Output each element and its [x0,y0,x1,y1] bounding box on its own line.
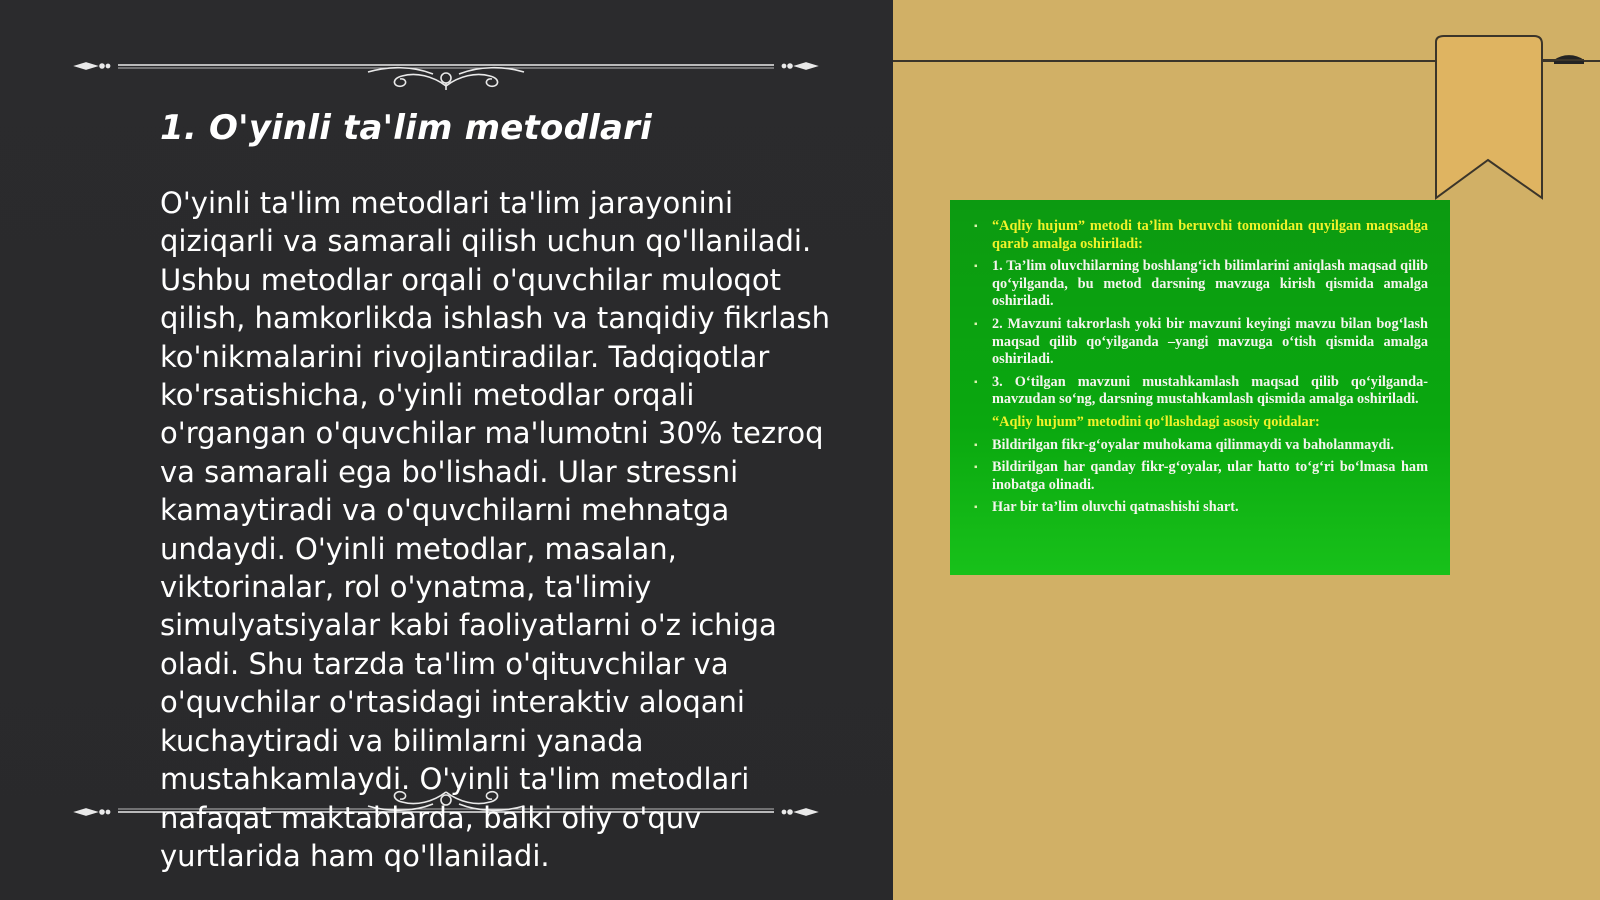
list-item: ▪ 3. O‘tilgan mavzuni mustahkamlash maqsad qilib qo‘yilganda-mavzudan so‘ng, darsning mustahkamlash qismida amalga oshiriladi. [974,373,1428,408]
bookmark-ribbon-icon [1434,34,1586,200]
list-item: ▪ 2. Mavzuni takrorlash yoki bir mavzuni keyingi mavzu bilan bog‘lash maqsad qilib qo‘yilganda –yangi mavzuga o‘tish qismida amalga oshiriladi. [974,315,1428,368]
square-bullet-icon: ▪ [974,318,978,330]
square-bullet-icon: ▪ [974,439,978,451]
square-bullet-icon: ▪ [974,261,978,273]
square-bullet-icon: ▪ [974,462,978,474]
list-item: ▪ Har bir ta’lim oluvchi qatnashishi shart. [974,499,1239,516]
list-item: ▪ 1. Ta’lim oluvchilarning boshlang‘ich bilimlarini aniqlash maqsad qilib qo‘yilganda, bu metod darsning mavzuga kirish qismida amalga oshiriladi. [974,258,1428,310]
list-item: ▪ “Aqliy hujum” metodi ta’lim beruvchi tomonidan quyilgan maqsadga qarab amalga oshiriladi: [974,218,1428,252]
square-bullet-icon: ▪ [974,221,978,232]
slide-title: 1. O'yinli ta'lim metodlari [160,108,652,148]
info-box-list [974,218,1428,517]
slide-body-text: O'yinli ta'lim metodlari ta'lim jarayonini qiziqarli va samarali qilish uchun qo'llaniladi. Ushbu metodlar orqali o'quvchilar muloqot qilish, hamkorlikda ishlash va tanqidiy fikrlash ko'nikmalarini rivojlantiradilar. Tadqiqotlar ko'rsatishicha, o'yinli metodlar orqali o'rgangan o'quvchilar ma'lumotni 30% tezroq va samarali ega bo'lishadi. Ular stressni kamaytiradi va o'quvchilarni mehnatga undaydi. O'yinli metodlar, masalan, viktorinalar, rol o'ynatma, ta'limiy simulyatsiyalar kabi faoliyatlarni o'z ichiga oladi. Shu tarzda ta'lim o'qituvchilar va o'quvchilar o'rtasidagi interaktiv aloqani kuchaytiradi va bilimlarni yanada mustahkamlaydi. O'yinli ta'lim metodlari nafaqat maktablarda, balki oliy o'quv yurtlarida ham qo'llaniladi. [160,186,831,873]
list-item: ▪ Bildirilgan fikr-g‘oyalar muhokama qilinmaydi va baholanmaydi. [974,436,1394,453]
square-bullet-icon: ▪ [974,376,978,388]
list-item: ▪ Bildirilgan har qanday fikr-g‘oyalar, ular hatto to‘g‘ri bo‘lmasa ham inobatga olinadi. [974,459,1428,493]
square-bullet-icon: ▪ [974,502,978,514]
rules-heading: “Aqliy hujum” metodini qo‘llashdagi asosiy qoidalar: [992,413,1320,430]
aqliy-hujum-info-box [950,200,1450,575]
top-ornament-divider-icon [68,48,824,90]
